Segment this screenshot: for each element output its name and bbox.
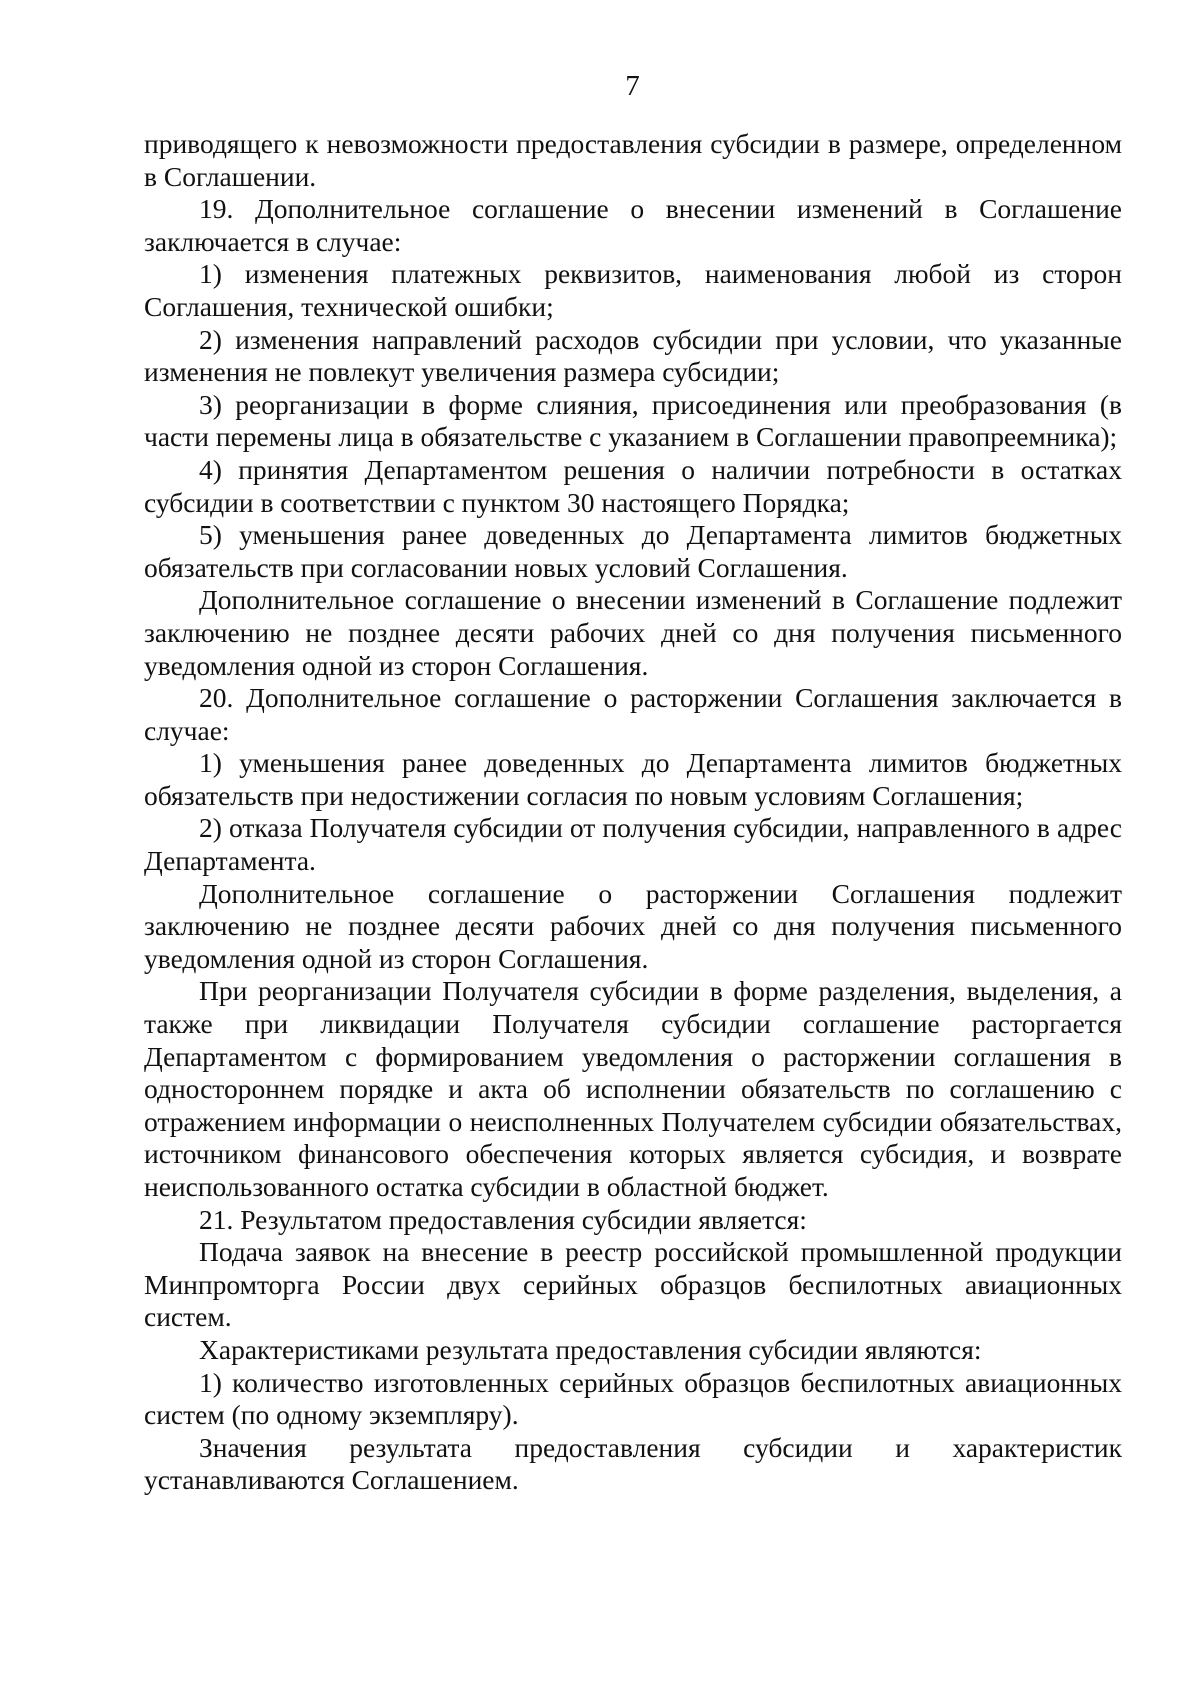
paragraph-clause-19-item-3: 3) реорганизации в форме слияния, присоединения или преобразования (в части перемены лица в обязательстве с указанием в Соглашении правопреемника);: [144, 388, 1122, 453]
paragraph-clause-20-item-1: 1) уменьшения ранее доведенных до Департамента лимитов бюджетных обязательств при недостижении согласия по новым условиям Соглашения;: [144, 747, 1122, 811]
paragraph-reorganization: При реорганизации Получателя субсидии в форме разделения, выделения, а также при ликвидации Получателя субсидии соглашение расторгается Департаментом с формированием уведомления о расторжении соглашения в одностороннем порядке и акта об исполнении обязательств по соглашению с отражением информации о неисполненных Получателем субсидии обязательствах, источником финансового обеспечения которых является субсидия, и возврате неиспользованного остатка субсидии в областной бюджет.: [144, 975, 1122, 1202]
paragraph-characteristics: Характеристиками результата предоставления субсидии являются:: [199, 1333, 982, 1365]
paragraph-clause-20-deadline: Дополнительное соглашение о расторжении Соглашения подлежит заключению не позднее десяти рабочих дней со дня получения письменного уведомления одной из сторон Соглашения.: [144, 877, 1122, 974]
paragraph-clause-21: 21. Результатом предоставления субсидии является:: [199, 1203, 807, 1235]
paragraph-values: Значения результата предоставления субсидии и характеристик устанавливаются Соглашением.: [144, 1431, 1122, 1496]
document-body: [144, 128, 1122, 1497]
paragraph-clause-19-item-5: 5) уменьшения ранее доведенных до Департамента лимитов бюджетных обязательств при согласовании новых условий Соглашения.: [144, 519, 1122, 583]
paragraph-clause-19-item-4: 4) принятия Департаментом решения о наличии потребности в остатках субсидии в соответствии с пунктом 30 настоящего Порядка;: [144, 453, 1122, 518]
paragraph-continuation: приводящего к невозможности предоставления субсидии в размере, определенном в Соглашении.: [144, 128, 1122, 192]
paragraph-result: Подача заявок на внесение в реестр российской промышленной продукции Минпромторга России двух серийных образцов беспилотных авиационных систем.: [144, 1236, 1122, 1333]
paragraph-clause-19-item-2: 2) изменения направлений расходов субсидии при условии, что указанные изменения не повлекут увеличения размера субсидии;: [144, 323, 1122, 388]
page-number: 7: [625, 70, 640, 102]
paragraph-clause-20-item-2: 2) отказа Получателя субсидии от получения субсидии, направленного в адрес Департамента.: [144, 812, 1122, 877]
paragraph-characteristics-item-1: 1) количество изготовленных серийных образцов беспилотных авиационных систем (по одному экземпляру).: [144, 1366, 1122, 1431]
paragraph-clause-19-deadline: Дополнительное соглашение о внесении изменений в Соглашение подлежит заключению не позднее десяти рабочих дней со дня получения письменного уведомления одной из сторон Соглашения.: [144, 584, 1122, 681]
paragraph-clause-20: 20. Дополнительное соглашение о расторжении Соглашения заключается в случае:: [144, 682, 1122, 746]
paragraph-clause-19-item-1: 1) изменения платежных реквизитов, наименования любой из сторон Соглашения, технической ошибки;: [144, 258, 1122, 322]
paragraph-clause-19: 19. Дополнительное соглашение о внесении изменений в Соглашение заключается в случае:: [144, 193, 1122, 257]
